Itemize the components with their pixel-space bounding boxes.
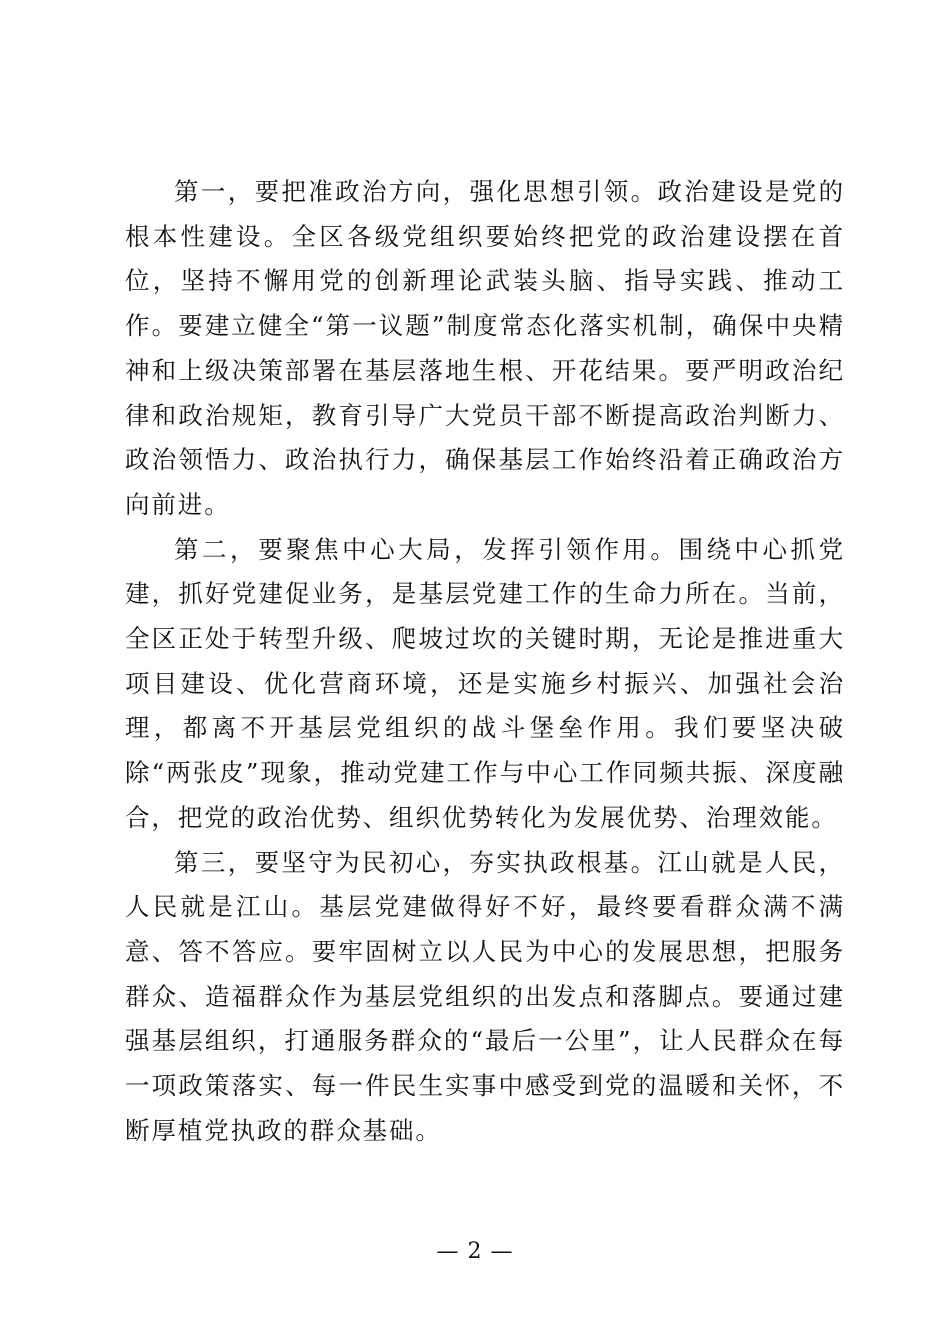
paragraph-3: 第三，要坚守为民初心，夯实执政根基。江山就是人民，人民就是江山。基层党建做得好不好，最终要看群众满不满意、答不答应。要牢固树立以人民为中心的发展思想，把服务群众、造福群众作为基层党组织的出发点和落脚点。要通过建强基层组织，打通服务群众的“最后一公里”，让人民群众在每一项政策落实、每一件民生实事中感受到党的温暖和关怀，不断厚植党执政的群众基础。 [125, 847, 845, 1145]
paragraph-2: 第二，要聚焦中心大局，发挥引领作用。围绕中心抓党建，抓好党建促业务，是基层党建工作的生命力所在。当前，全区正处于转型升级、爬坡过坎的关键时期，无论是推进重大项目建设、优化营商环境，还是实施乡村振兴、加强社会治理，都离不开基层党组织的战斗堡垒作用。我们要坚决破除“两张皮”现象，推动党建工作与中心工作同频共振、深度融合，把党的政治优势、组织优势转化为发展优势、治理效能。 [125, 534, 845, 832]
page-number: — 2 — [436, 1239, 514, 1264]
paragraph-1: 第一，要把准政治方向，强化思想引领。政治建设是党的根本性建设。全区各级党组织要始终把党的政治建设摆在首位，坚持不懈用党的创新理论武装头脑、指导实践、推动工作。要建立健全“第一议题”制度常态化落实机制，确保中央精神和上级决策部署在基层落地生根、开花结果。要严明政治纪律和政治规矩，教育引导广大党员干部不断提高政治判断力、政治领悟力、政治执行力，确保基层工作始终沿着正确政治方向前进。 [125, 177, 845, 519]
document-body [125, 170, 845, 1153]
